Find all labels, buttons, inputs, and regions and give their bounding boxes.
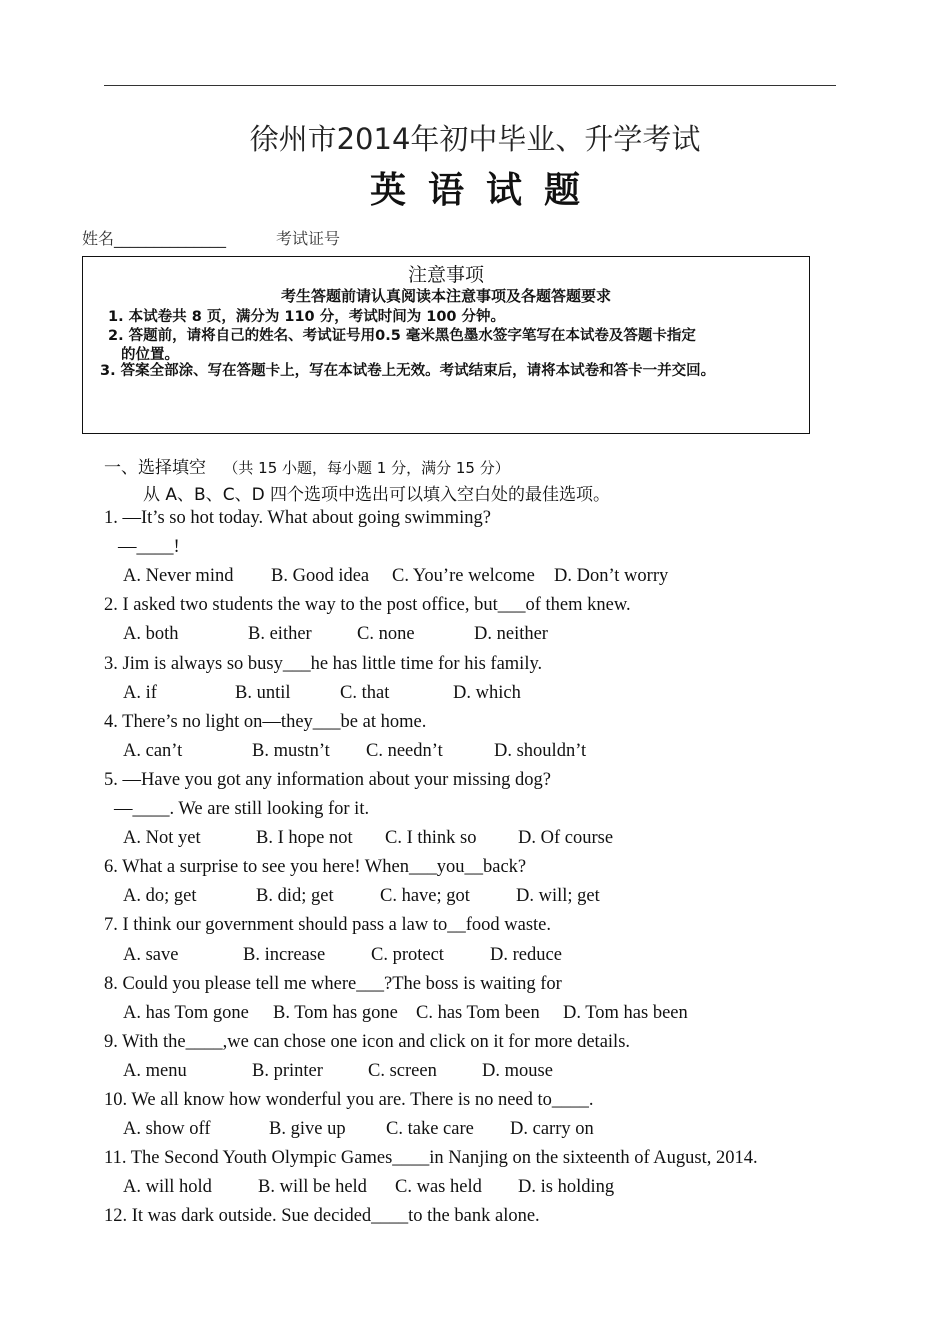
answer-option: D. is holding bbox=[518, 1177, 615, 1197]
notice-item: 3. 答案全部涂、写在答题卡上，写在本试卷上无效。考试结束后，请将本试卷和答卡一并交回。 bbox=[100, 363, 716, 379]
answer-option: D. which bbox=[453, 683, 521, 703]
answer-option: C. screen bbox=[368, 1061, 437, 1081]
answer-option: A. has Tom gone bbox=[123, 1003, 249, 1023]
question-stem: 6. What a surprise to see you here! When___you__back? bbox=[104, 857, 527, 877]
answer-option: B. mustn’t bbox=[252, 741, 330, 761]
question-stem: 10. We all know how wonderful you are. There is no need to____. bbox=[104, 1090, 594, 1110]
answer-option: C. protect bbox=[371, 945, 444, 965]
section-instruction: 从 A、B、C、D 四个选项中选出可以填入空白处的最佳选项。 bbox=[143, 485, 611, 505]
answer-option: C. needn’t bbox=[366, 741, 443, 761]
notice-item: 1. 本试卷共 8 页，满分为 110 分，考试时间为 100 分钟。 bbox=[108, 309, 506, 325]
answer-option: A. will hold bbox=[123, 1177, 212, 1197]
name-field-label: 姓名______________ bbox=[82, 229, 227, 248]
question-stem: 5. —Have you got any information about your missing dog? bbox=[104, 770, 552, 790]
answer-option: A. both bbox=[123, 624, 179, 644]
answer-option: C. was held bbox=[395, 1177, 482, 1197]
section-title: 一、选择填空 bbox=[104, 458, 206, 478]
answer-option: D. neither bbox=[474, 624, 548, 644]
question-stem: 11. The Second Youth Olympic Games____in Nanjing on the sixteenth of August, 2014. bbox=[104, 1148, 758, 1168]
notice-box bbox=[82, 256, 810, 434]
answer-option: C. has Tom been bbox=[416, 1003, 540, 1023]
answer-option: D. Tom has been bbox=[563, 1003, 688, 1023]
answer-option: C. I think so bbox=[385, 828, 477, 848]
answer-option: D. will; get bbox=[516, 886, 600, 906]
exam-title: 徐州市2014年初中毕业、升学考试 bbox=[249, 122, 701, 156]
answer-option: A. show off bbox=[123, 1119, 211, 1139]
answer-option: B. I hope not bbox=[256, 828, 353, 848]
notice-subtitle: 考生答题前请认真阅读本注意事项及各题答题要求 bbox=[280, 287, 611, 305]
question-stem: 3. Jim is always so busy___he has little time for his family. bbox=[104, 654, 543, 674]
section-heading bbox=[104, 453, 510, 478]
answer-option: B. did; get bbox=[256, 886, 334, 906]
notice-item: 的位置。 bbox=[121, 347, 179, 363]
answer-option: B. will be held bbox=[258, 1177, 367, 1197]
answer-option: D. Don’t worry bbox=[554, 566, 669, 586]
answer-option: A. menu bbox=[123, 1061, 187, 1081]
notice-title: 注意事项 bbox=[407, 264, 484, 286]
question-stem: 7. I think our government should pass a law to__food waste. bbox=[104, 915, 552, 935]
answer-option: A. if bbox=[123, 683, 157, 703]
exam-id-label: 考试证号 bbox=[276, 229, 341, 248]
answer-option: B. printer bbox=[252, 1061, 323, 1081]
answer-option: B. until bbox=[235, 683, 291, 703]
question-stem: 8. Could you please tell me where___?The boss is waiting for bbox=[104, 974, 562, 994]
answer-option: D. mouse bbox=[482, 1061, 553, 1081]
answer-option: A. Never mind bbox=[123, 566, 234, 586]
answer-option: C. take care bbox=[386, 1119, 474, 1139]
answer-option: C. You’re welcome bbox=[392, 566, 535, 586]
answer-option: A. do; get bbox=[123, 886, 197, 906]
answer-option: A. can’t bbox=[123, 741, 183, 761]
question-response-line: —____! bbox=[118, 537, 180, 557]
question-stem: 1. —It’s so hot today. What about going swimming? bbox=[104, 508, 491, 528]
question-stem: 9. With the____,we can chose one icon and click on it for more details. bbox=[104, 1032, 631, 1052]
section-note: （共 15 小题，每小题 1 分，满分 15 分） bbox=[223, 459, 510, 477]
header-rule bbox=[104, 85, 836, 86]
notice-item: 2. 答题前，请将自己的姓名、考试证号用0.5 毫米黑色墨水签字笔写在本试卷及答题卡指定 bbox=[108, 328, 696, 344]
answer-option: D. reduce bbox=[490, 945, 562, 965]
answer-option: B. increase bbox=[243, 945, 326, 965]
subject-title: 英语试题 bbox=[369, 170, 602, 211]
answer-option: C. that bbox=[340, 683, 390, 703]
answer-option: B. Good idea bbox=[271, 566, 370, 586]
answer-option: B. give up bbox=[269, 1119, 346, 1139]
answer-option: B. Tom has gone bbox=[273, 1003, 398, 1023]
answer-option: D. Of course bbox=[518, 828, 614, 848]
answer-option: D. shouldn’t bbox=[494, 741, 587, 761]
answer-option: C. none bbox=[357, 624, 415, 644]
question-response-line: —____. We are still looking for it. bbox=[114, 799, 370, 819]
answer-option: A. save bbox=[123, 945, 179, 965]
answer-option: A. Not yet bbox=[123, 828, 201, 848]
question-stem: 4. There’s no light on—they___be at home. bbox=[104, 712, 427, 732]
answer-option: D. carry on bbox=[510, 1119, 594, 1139]
answer-option: C. have; got bbox=[380, 886, 470, 906]
question-stem: 12. It was dark outside. Sue decided____to the bank alone. bbox=[104, 1206, 540, 1226]
answer-option: B. either bbox=[248, 624, 312, 644]
question-stem: 2. I asked two students the way to the post office, but___of them knew. bbox=[104, 595, 631, 615]
